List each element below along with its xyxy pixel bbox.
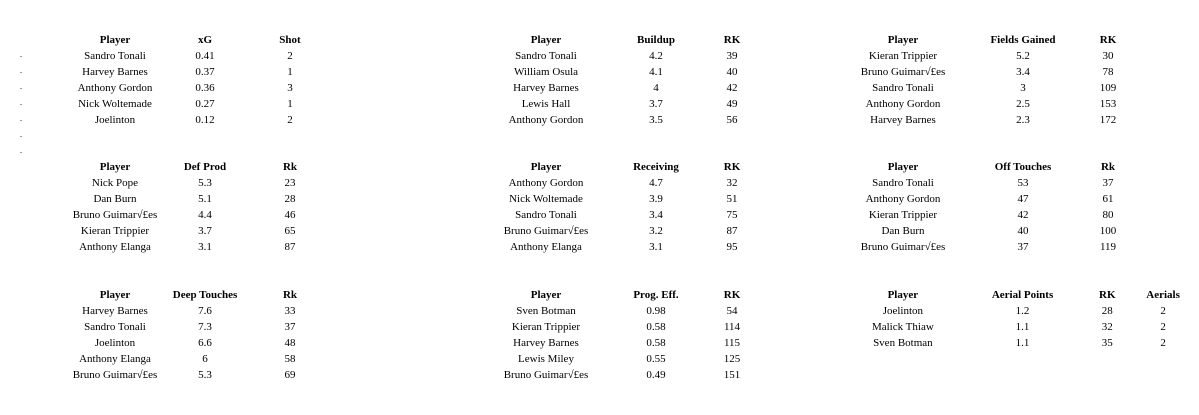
table-row xyxy=(60,64,340,80)
value-cell: 7.3 xyxy=(198,321,212,333)
table-row xyxy=(60,367,340,383)
value-cell: 61 xyxy=(1102,193,1114,205)
value-cell: 0.55 xyxy=(646,353,666,365)
value-cell: 33 xyxy=(284,305,296,317)
table-row xyxy=(60,239,340,255)
player-cell: Bruno Guimar√£es xyxy=(860,241,946,253)
value-cell: 37 xyxy=(1017,241,1029,253)
column-header: Aerials xyxy=(1146,289,1180,301)
player-cell: William Osula xyxy=(513,66,579,78)
value-cell: 153 xyxy=(1099,98,1117,110)
player-cell: Dan Burn xyxy=(881,225,925,237)
value-cell: 4 xyxy=(653,82,659,94)
column-header: RK xyxy=(723,289,741,301)
player-cell: Kieran Trippier xyxy=(511,321,581,333)
value-cell: 172 xyxy=(1099,114,1117,126)
table-row xyxy=(491,112,753,128)
table-row xyxy=(491,80,753,96)
value-cell: 0.37 xyxy=(195,66,215,78)
table-row xyxy=(60,335,340,351)
column-header: Off Touches xyxy=(994,161,1052,173)
table-row xyxy=(848,191,1128,207)
value-cell: 40 xyxy=(1017,225,1029,237)
table-row xyxy=(60,80,340,96)
column-header: Player xyxy=(530,34,562,46)
player-cell: Malick Thiaw xyxy=(871,321,934,333)
row-marker xyxy=(20,72,22,73)
aerial-points-table xyxy=(848,287,1199,351)
table-row xyxy=(60,223,340,239)
value-cell: 56 xyxy=(726,114,738,126)
row-marker xyxy=(20,120,22,121)
player-cell: Anthony Gordon xyxy=(508,177,584,189)
value-cell: 30 xyxy=(1102,50,1114,62)
player-cell: Nick Woltemade xyxy=(509,193,583,205)
table-row xyxy=(491,223,753,239)
table-row xyxy=(491,303,753,319)
player-cell: Sandro Tonali xyxy=(84,321,146,333)
value-cell: 4.1 xyxy=(649,66,663,78)
column-header: Player xyxy=(887,34,919,46)
table-row xyxy=(848,80,1128,96)
value-cell: 5.2 xyxy=(1016,50,1030,62)
value-cell: 7.6 xyxy=(198,305,212,317)
value-cell: 53 xyxy=(1017,177,1029,189)
table-row xyxy=(848,239,1128,255)
value-cell: 1.1 xyxy=(1015,337,1030,349)
value-cell: 28 xyxy=(1101,305,1113,317)
table-header-row xyxy=(848,159,1128,175)
value-cell: 32 xyxy=(726,177,738,189)
table-row xyxy=(848,207,1128,223)
table-row xyxy=(60,175,340,191)
column-header: Player xyxy=(887,289,919,301)
column-header: Player xyxy=(99,289,131,301)
prog-eff-table xyxy=(491,287,753,383)
table-row xyxy=(491,319,753,335)
buildup-table xyxy=(491,32,753,128)
value-cell: 3.7 xyxy=(649,98,663,110)
table-row xyxy=(60,303,340,319)
value-cell: 151 xyxy=(723,369,741,381)
value-cell: 69 xyxy=(284,369,296,381)
value-cell: 6.6 xyxy=(198,337,212,349)
player-cell: Bruno Guimar√£es xyxy=(503,225,589,237)
value-cell: 2 xyxy=(1160,305,1166,317)
table-header-row xyxy=(848,287,1199,303)
value-cell: 115 xyxy=(723,337,741,349)
table-row xyxy=(848,48,1128,64)
value-cell: 2 xyxy=(1160,321,1166,333)
column-header: Prog. Eff. xyxy=(633,289,679,301)
player-cell: Anthony Elanga xyxy=(510,241,582,253)
value-cell: 40 xyxy=(726,66,738,78)
column-header: Player xyxy=(99,161,131,173)
table-row xyxy=(60,351,340,367)
value-cell: 6 xyxy=(202,353,208,365)
player-cell: Dan Burn xyxy=(93,193,137,205)
table-header-row xyxy=(491,287,753,303)
value-cell: 1 xyxy=(287,66,293,78)
player-cell: Nick Woltemade xyxy=(78,98,152,110)
column-header: Shot xyxy=(279,34,301,46)
row-marker xyxy=(20,56,22,57)
value-cell: 3.7 xyxy=(198,225,212,237)
player-cell: Sven Botman xyxy=(873,337,933,349)
value-cell: 35 xyxy=(1101,337,1113,349)
value-cell: 125 xyxy=(723,353,741,365)
row-marker xyxy=(20,152,22,153)
deep-touches-table xyxy=(60,287,340,383)
value-cell: 109 xyxy=(1099,82,1117,94)
column-header: Rk xyxy=(282,161,298,173)
row-marker xyxy=(20,88,22,89)
value-cell: 0.49 xyxy=(646,369,666,381)
column-header: Receiving xyxy=(633,161,679,173)
table-row xyxy=(491,64,753,80)
value-cell: 5.3 xyxy=(198,369,212,381)
table-row xyxy=(60,191,340,207)
player-cell: Harvey Barnes xyxy=(82,66,148,78)
column-header: RK xyxy=(1099,289,1116,301)
value-cell: 3.2 xyxy=(649,225,663,237)
value-cell: 3.4 xyxy=(1016,66,1030,78)
table-row xyxy=(848,223,1128,239)
player-cell: Anthony Gordon xyxy=(508,114,584,126)
table-header-row xyxy=(848,32,1128,48)
table-row xyxy=(491,239,753,255)
player-cell: Joelinton xyxy=(94,337,136,349)
value-cell: 2.5 xyxy=(1016,98,1030,110)
player-cell: Harvey Barnes xyxy=(513,82,579,94)
player-cell: Kieran Trippier xyxy=(80,225,150,237)
value-cell: 23 xyxy=(284,177,296,189)
column-header: Player xyxy=(530,161,562,173)
value-cell: 3 xyxy=(287,82,293,94)
value-cell: 48 xyxy=(284,337,296,349)
value-cell: 0.98 xyxy=(646,305,666,317)
column-header: Deep Touches xyxy=(172,289,238,301)
table-row xyxy=(491,207,753,223)
value-cell: 3.5 xyxy=(649,114,663,126)
table-row xyxy=(848,112,1128,128)
value-cell: 0.27 xyxy=(195,98,215,110)
value-cell: 95 xyxy=(726,241,738,253)
value-cell: 54 xyxy=(726,305,738,317)
value-cell: 0.36 xyxy=(195,82,215,94)
column-header: xG xyxy=(197,34,213,46)
value-cell: 5.3 xyxy=(198,177,212,189)
table-row xyxy=(491,335,753,351)
value-cell: 37 xyxy=(284,321,296,333)
table-row xyxy=(491,96,753,112)
value-cell: 0.58 xyxy=(646,337,666,349)
value-cell: 3.4 xyxy=(649,209,663,221)
value-cell: 3.1 xyxy=(649,241,663,253)
column-header: Player xyxy=(530,289,562,301)
player-cell: Sven Botman xyxy=(516,305,576,317)
player-cell: Nick Pope xyxy=(91,177,139,189)
fields-gained-table xyxy=(848,32,1128,128)
player-cell: Kieran Trippier xyxy=(868,50,938,62)
table-header-row xyxy=(60,159,340,175)
row-marker xyxy=(20,136,22,137)
player-cell: Joelinton xyxy=(882,305,924,317)
table-row xyxy=(491,367,753,383)
table-row xyxy=(491,351,753,367)
table-row xyxy=(60,48,340,64)
column-header: Rk xyxy=(1100,161,1116,173)
player-cell: Harvey Barnes xyxy=(513,337,579,349)
table-row xyxy=(60,112,340,128)
value-cell: 75 xyxy=(726,209,738,221)
table-row xyxy=(491,191,753,207)
table-row xyxy=(848,64,1128,80)
player-cell: Bruno Guimar√£es xyxy=(860,66,946,78)
column-header: Fields Gained xyxy=(990,34,1056,46)
table-header-row xyxy=(491,32,753,48)
player-cell: Bruno Guimar√£es xyxy=(72,209,158,221)
value-cell: 42 xyxy=(1017,209,1029,221)
player-cell: Anthony Gordon xyxy=(865,193,941,205)
player-cell: Harvey Barnes xyxy=(870,114,936,126)
value-cell: 3 xyxy=(1020,82,1026,94)
value-cell: 37 xyxy=(1102,177,1114,189)
value-cell: 87 xyxy=(726,225,738,237)
value-cell: 1.1 xyxy=(1015,321,1030,333)
column-header: RK xyxy=(1099,34,1117,46)
value-cell: 3.1 xyxy=(198,241,212,253)
off-touches-table xyxy=(848,159,1128,255)
player-cell: Sandro Tonali xyxy=(872,177,934,189)
player-cell: Sandro Tonali xyxy=(84,50,146,62)
player-cell: Joelinton xyxy=(94,114,136,126)
value-cell: 2.3 xyxy=(1016,114,1030,126)
player-cell: Anthony Elanga xyxy=(79,353,151,365)
player-cell: Anthony Elanga xyxy=(79,241,151,253)
player-cell: Bruno Guimar√£es xyxy=(503,369,589,381)
player-cell: Lewis Hall xyxy=(521,98,571,110)
player-cell: Anthony Gordon xyxy=(865,98,941,110)
value-cell: 4.2 xyxy=(649,50,663,62)
table-row xyxy=(848,335,1199,351)
table-row xyxy=(848,303,1199,319)
value-cell: 51 xyxy=(726,193,738,205)
value-cell: 28 xyxy=(284,193,296,205)
value-cell: 100 xyxy=(1099,225,1117,237)
value-cell: 0.12 xyxy=(195,114,215,126)
value-cell: 42 xyxy=(726,82,738,94)
def-prod-table xyxy=(60,159,340,255)
value-cell: 46 xyxy=(284,209,296,221)
table-header-row xyxy=(491,159,753,175)
value-cell: 4.7 xyxy=(649,177,663,189)
player-cell: Bruno Guimar√£es xyxy=(72,369,158,381)
table-row xyxy=(848,319,1199,335)
column-header: RK xyxy=(723,34,741,46)
player-cell: Anthony Gordon xyxy=(77,82,153,94)
value-cell: 78 xyxy=(1102,66,1114,78)
row-marker xyxy=(20,104,22,105)
player-cell: Sandro Tonali xyxy=(515,50,577,62)
value-cell: 49 xyxy=(726,98,738,110)
player-cell: Sandro Tonali xyxy=(515,209,577,221)
table-row xyxy=(491,175,753,191)
value-cell: 2 xyxy=(287,50,293,62)
value-cell: 2 xyxy=(287,114,293,126)
value-cell: 58 xyxy=(284,353,296,365)
receiving-table xyxy=(491,159,753,255)
table-row xyxy=(60,319,340,335)
value-cell: 3.9 xyxy=(649,193,663,205)
player-cell: Sandro Tonali xyxy=(872,82,934,94)
value-cell: 32 xyxy=(1101,321,1113,333)
value-cell: 0.58 xyxy=(646,321,666,333)
value-cell: 39 xyxy=(726,50,738,62)
table-header-row xyxy=(60,287,340,303)
column-header: Def Prod xyxy=(183,161,227,173)
table-row xyxy=(848,96,1128,112)
table-header-row xyxy=(60,32,340,48)
table-row xyxy=(491,48,753,64)
value-cell: 47 xyxy=(1017,193,1029,205)
table-row xyxy=(848,175,1128,191)
player-cell: Kieran Trippier xyxy=(868,209,938,221)
value-cell: 87 xyxy=(284,241,296,253)
value-cell: 119 xyxy=(1099,241,1117,253)
value-cell: 1 xyxy=(287,98,293,110)
column-header: Buildup xyxy=(637,34,675,46)
value-cell: 5.1 xyxy=(198,193,212,205)
column-header: Rk xyxy=(282,289,298,301)
value-cell: 4.4 xyxy=(198,209,212,221)
value-cell: 80 xyxy=(1102,209,1114,221)
value-cell: 0.41 xyxy=(195,50,215,62)
value-cell: 2 xyxy=(1160,337,1166,349)
column-header: RK xyxy=(723,161,741,173)
value-cell: 1.2 xyxy=(1015,305,1030,317)
value-cell: 114 xyxy=(723,321,741,333)
column-header: Player xyxy=(887,161,919,173)
table-row xyxy=(60,96,340,112)
player-cell: Lewis Miley xyxy=(518,353,574,365)
xg-table xyxy=(60,32,340,128)
column-header: Aerial Points xyxy=(991,289,1054,301)
value-cell: 65 xyxy=(284,225,296,237)
column-header: Player xyxy=(99,34,131,46)
table-row xyxy=(60,207,340,223)
player-cell: Harvey Barnes xyxy=(82,305,148,317)
